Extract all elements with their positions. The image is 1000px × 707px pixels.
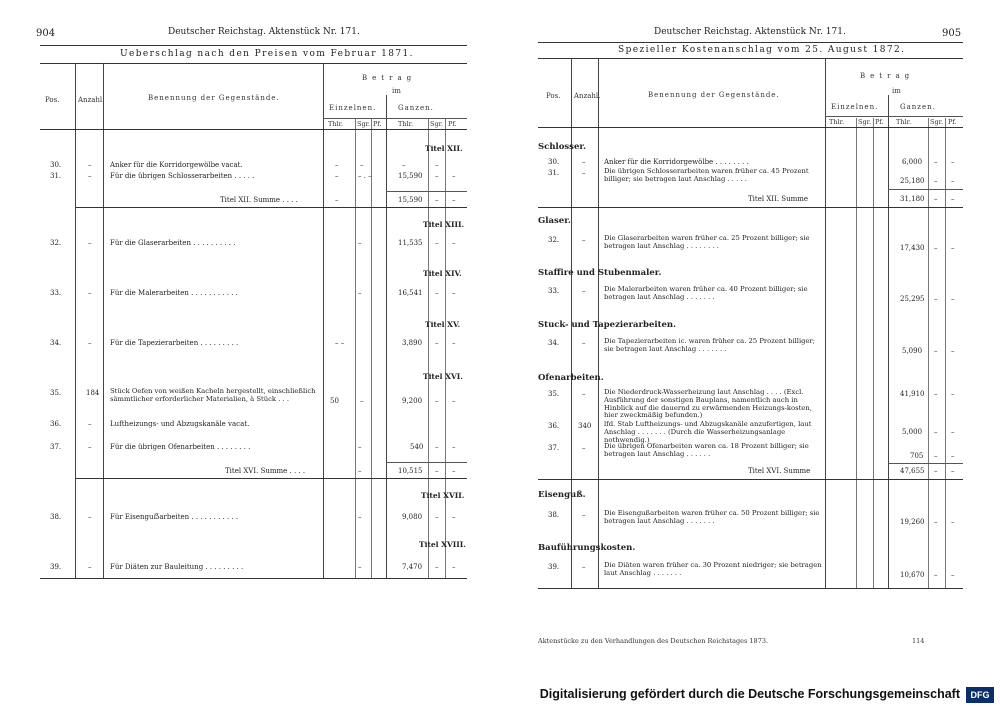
amount-ganzen: 705 — [910, 452, 924, 460]
col-rule — [856, 118, 857, 588]
amount-ganzen: – — [435, 172, 439, 180]
amount-ganzen: 5,000 — [902, 428, 923, 436]
col-rule — [386, 95, 387, 578]
pos-number: 30. — [50, 161, 62, 169]
titel-heading: Titel XVIII. — [419, 540, 466, 549]
amount-einzeln: 50 — [330, 397, 339, 405]
header-thlr: Thlr. — [328, 120, 344, 128]
header-betrag: Betrag — [362, 74, 417, 82]
sum-label: Titel XII. Summe — [748, 195, 809, 203]
pos-number: 36. — [548, 422, 560, 430]
quantity: – — [582, 169, 586, 177]
header-einzelnen: Einzelnen. — [831, 103, 879, 111]
rule — [825, 116, 963, 117]
amount-ganzen: 15,590 — [398, 196, 423, 204]
item-description: Für die Glaserarbeiten . . . . . . . . . . — [110, 239, 236, 247]
amount-ganzen: 10,515 — [398, 467, 423, 475]
col-rule — [873, 118, 874, 588]
quantity: 184 — [86, 389, 100, 397]
header-im: im — [392, 87, 401, 95]
amount-ganzen: – — [435, 161, 439, 169]
rule — [538, 58, 963, 59]
amount-ganzen: 25,180 — [900, 177, 925, 185]
titel-heading: Titel XVI. — [423, 372, 463, 381]
sum-label: Titel XII. Summe . . . . — [220, 196, 298, 204]
item-description: Für die Malerarbeiten . . . . . . . . . . . — [110, 289, 238, 297]
section-heading: Glaser. — [538, 216, 571, 226]
amount-ganzen: – — [435, 196, 439, 204]
titel-heading: Titel XII. — [425, 144, 463, 153]
amount-ganzen: 19,260 — [900, 518, 925, 526]
header-im: im — [892, 87, 901, 95]
amount-ganzen: 3,890 — [402, 339, 423, 347]
pos-number: 37. — [548, 444, 560, 452]
rule — [75, 478, 467, 479]
item-description: lfd. Stab Luftheizungs- und Abzugskanäle anzufertigen, laut Anschlag . . . . . . . (Durch die Wasserheizungsanlage nothwendig.) — [604, 420, 812, 444]
table-caption: Ueberschlag nach den Preisen vom Februar 1871. — [120, 49, 414, 59]
item-description: Die übrigen Schlosserarbeiten waren früher ca. 45 Prozent billiger; sie betragen laut Anschlag . . . . . — [604, 167, 809, 183]
quantity: – — [88, 563, 92, 571]
header-pf: Pf. — [948, 118, 957, 126]
section-heading: Schlosser. — [538, 142, 587, 152]
amount-einzeln: – – — [335, 339, 345, 347]
pos-number: 37. — [50, 443, 62, 451]
amount-ganzen: – — [435, 467, 439, 475]
section-heading: Stuck- und Tapezierarbeiten. — [538, 320, 677, 330]
section-heading: Ofenarbeiten. — [538, 373, 604, 383]
amount-ganzen: 5,090 — [902, 347, 923, 355]
amount-ganzen: – — [951, 177, 955, 185]
item-description: Für Diäten zur Bauleitung . . . . . . . . . — [110, 563, 244, 571]
quantity: – — [88, 443, 92, 451]
item-description: Die übrigen Ofenarbeiten waren ca. 18 Prozent billiger; sie betragen laut Anschlag . . . . . . — [604, 442, 809, 458]
item-description: Für Eisenguẞarbeiten . . . . . . . . . . . — [110, 513, 239, 521]
header-pf: Pf. — [373, 120, 382, 128]
item-description: Für die übrigen Ofenarbeiten . . . . . . . . — [110, 443, 251, 451]
amount-ganzen: – — [951, 244, 955, 252]
header-benennung: Benennung der Gegenstände. — [148, 94, 280, 102]
amount-ganzen: – — [934, 347, 938, 355]
amount-ganzen: 47,655 — [900, 467, 925, 475]
item-description: Stück Oefen von weißen Kacheln hergestellt, einschließlich sämmtlicher erforderlicher Materialien, à Stück . . . — [110, 387, 316, 403]
amount-ganzen: – — [435, 339, 439, 347]
amount-ganzen: – — [934, 452, 938, 460]
amount-ganzen: 25,295 — [900, 295, 925, 303]
quantity: – — [88, 339, 92, 347]
page-number: 904 — [36, 28, 56, 39]
amount-einzeln: – — [335, 161, 339, 169]
amount-ganzen: – — [951, 158, 955, 166]
sum-label: Titel XVI. Summe — [748, 467, 811, 475]
col-rule — [888, 95, 889, 588]
item-description: Anker für die Korridorgewölbe vacat. — [110, 161, 243, 169]
section-heading: Eisenguß. — [538, 490, 586, 500]
amount-ganzen: 41,910 — [900, 390, 925, 398]
header-betrag: Betrag — [860, 72, 915, 80]
pos-number: 33. — [548, 287, 560, 295]
pos-number: 35. — [50, 389, 62, 397]
header-einzelnen: Einzelnen. — [329, 104, 377, 112]
quantity: – — [582, 563, 586, 571]
pos-number: 34. — [50, 339, 62, 347]
digitization-banner — [0, 683, 1000, 707]
amount-ganzen: – — [934, 295, 938, 303]
amount-ganzen: – — [402, 161, 406, 169]
amount-ganzen: – — [951, 390, 955, 398]
pos-number: 33. — [50, 289, 62, 297]
table-caption: Spezieller Kostenanschlag vom 25. August 1872. — [618, 45, 906, 55]
item-description: Die Tapezierarbeiten ic. waren früher ca. 25 Prozent billiger; sie betragen laut Anschlag . . . . . . . — [604, 337, 816, 353]
amount-einzeln: – — [358, 513, 362, 521]
quantity: – — [582, 390, 586, 398]
amount-ganzen: 15,590 — [398, 172, 423, 180]
page-number: 905 — [942, 28, 962, 39]
amount-ganzen: – — [951, 452, 955, 460]
amount-einzeln: – — [335, 172, 339, 180]
running-head: Deutscher Reichstag. Aktenstück Nr. 171. — [168, 27, 360, 37]
dfg-logo: DFG — [966, 687, 994, 703]
item-description: Die Niederdruck-Wasserheizung laut Anschlag . . . . (Excl. Ausführung der sonstigen Bauplans, namentlich auch in Hinblick auf die dauernd zu erwärmenden Heizungs-kosten, hier zweckmäßig befunden.) — [604, 388, 812, 420]
rule — [40, 45, 467, 46]
amount-einzeln: – . – — [358, 172, 372, 180]
quantity: – — [88, 239, 92, 247]
pos-number: 39. — [548, 563, 560, 571]
amount-ganzen: 31,180 — [900, 195, 925, 203]
amount-ganzen: – — [951, 467, 955, 475]
amount-ganzen: – — [452, 172, 456, 180]
header-anzahl: Anzahl. — [574, 92, 601, 100]
rule — [75, 207, 467, 208]
titel-heading: Titel XIV. — [423, 269, 462, 278]
pos-number: 32. — [548, 236, 560, 244]
amount-ganzen: – — [934, 428, 938, 436]
header-thlr: Thlr. — [896, 118, 912, 126]
amount-ganzen: – — [934, 467, 938, 475]
amount-ganzen: – — [951, 295, 955, 303]
amount-ganzen: – — [435, 289, 439, 297]
item-description: Die Glaserarbeiten waren früher ca. 25 Prozent billiger; sie betragen laut Anschlag . . . . . . . . — [604, 234, 810, 250]
amount-ganzen: – — [951, 428, 955, 436]
amount-ganzen: 9,080 — [402, 513, 423, 521]
amount-ganzen: – — [934, 158, 938, 166]
amount-ganzen: – — [452, 513, 456, 521]
pos-number: 34. — [548, 339, 560, 347]
rule — [538, 42, 963, 43]
quantity: – — [582, 339, 586, 347]
quantity: – — [88, 289, 92, 297]
running-head: Deutscher Reichstag. Aktenstück Nr. 171. — [654, 27, 846, 37]
item-description: Luftheizungs- und Abzugskanäle vacat. — [110, 420, 250, 428]
header-benennung: Benennung der Gegenstände. — [648, 91, 780, 99]
col-rule — [825, 58, 826, 588]
pos-number: 30. — [548, 158, 560, 166]
right-page — [538, 0, 963, 680]
amount-ganzen: – — [452, 397, 456, 405]
header-pos: Pos. — [546, 92, 561, 100]
amount-ganzen: – — [452, 196, 456, 204]
quantity: – — [88, 513, 92, 521]
item-description: Die Diäten waren früher ca. 30 Prozent niedriger; sie betragen laut Anschlag . . . . . . . — [604, 561, 822, 577]
amount-ganzen: – — [452, 289, 456, 297]
quantity: – — [582, 511, 586, 519]
quantity: – — [88, 161, 92, 169]
quantity: – — [88, 420, 92, 428]
amount-ganzen: 540 — [410, 443, 424, 451]
amount-ganzen: – — [934, 195, 938, 203]
header-pf: Pf. — [875, 118, 884, 126]
rule — [538, 207, 963, 208]
rule — [538, 479, 963, 480]
titel-heading: Titel XIII. — [423, 220, 465, 229]
quantity: 340 — [578, 422, 592, 430]
amount-einzeln: – — [360, 397, 364, 405]
pos-number: 31. — [548, 169, 560, 177]
rule — [40, 578, 467, 579]
item-description: Für die Tapezierarbeiten . . . . . . . . . — [110, 339, 239, 347]
amount-ganzen: 7,470 — [402, 563, 423, 571]
titel-heading: Titel XVII. — [421, 491, 465, 500]
amount-ganzen: – — [452, 563, 456, 571]
sum-label: Titel XVI. Summe . . . . — [225, 467, 306, 475]
amount-ganzen: – — [934, 571, 938, 579]
rule — [323, 118, 467, 119]
rule — [40, 129, 467, 130]
amount-einzeln: – — [335, 196, 339, 204]
col-rule — [75, 63, 76, 578]
left-page — [30, 0, 467, 680]
header-thlr: Thlr. — [398, 120, 414, 128]
amount-ganzen: – — [435, 397, 439, 405]
header-pf: Pf. — [448, 120, 457, 128]
header-sgr: Sgr. — [430, 120, 444, 128]
pos-number: 38. — [50, 513, 62, 521]
amount-ganzen: – — [951, 195, 955, 203]
amount-ganzen: 11,535 — [398, 239, 423, 247]
header-thlr: Thlr. — [829, 118, 845, 126]
amount-ganzen: – — [435, 513, 439, 521]
quantity: – — [88, 172, 92, 180]
digitization-note: Digitalisierung gefördert durch die Deutsche Forschungsgemeinschaft — [539, 687, 960, 701]
section-heading: Bauführungskosten. — [538, 543, 636, 553]
rule — [40, 63, 467, 64]
section-heading: Staffire und Stubenmaler. — [538, 268, 662, 278]
amount-einzeln: – — [360, 161, 364, 169]
col-rule — [103, 63, 104, 578]
header-sgr: Sgr. — [858, 118, 872, 126]
col-rule — [445, 118, 446, 578]
item-description: Für die übrigen Schlosserarbeiten . . . . . — [110, 172, 255, 180]
rule — [386, 462, 467, 463]
amount-einzeln: – — [358, 443, 362, 451]
quantity: – — [582, 236, 586, 244]
header-anzahl: Anzahl. — [78, 96, 105, 104]
pos-number: 39. — [50, 563, 62, 571]
rule — [538, 127, 963, 128]
pos-number: 35. — [548, 390, 560, 398]
amount-ganzen: 10,670 — [900, 571, 925, 579]
col-rule — [428, 118, 429, 578]
amount-ganzen: – — [951, 347, 955, 355]
amount-ganzen: – — [452, 467, 456, 475]
quantity: – — [582, 158, 586, 166]
amount-ganzen: 6,000 — [902, 158, 923, 166]
amount-ganzen: – — [452, 443, 456, 451]
amount-ganzen: 16,541 — [398, 289, 423, 297]
rule — [888, 189, 963, 190]
col-rule — [355, 118, 356, 578]
amount-ganzen: 9,200 — [402, 397, 423, 405]
titel-heading: Titel XV. — [425, 320, 461, 329]
item-description: Anker für die Korridorgewölbe . . . . . . . . — [604, 158, 749, 166]
quantity: – — [582, 444, 586, 452]
amount-einzeln: – — [358, 467, 362, 475]
amount-ganzen: – — [934, 518, 938, 526]
col-rule — [323, 63, 324, 578]
pos-number: 38. — [548, 511, 560, 519]
amount-einzeln: – — [358, 563, 362, 571]
quantity: – — [582, 287, 586, 295]
item-description: Die Eisengußarbeiten waren früher ca. 50 Prozent billiger; sie betragen laut Anschlag . . . . . . . — [604, 509, 820, 525]
header-ganzen: Ganzen. — [900, 103, 936, 111]
amount-ganzen: – — [452, 239, 456, 247]
pos-number: 31. — [50, 172, 62, 180]
pos-number: 32. — [50, 239, 62, 247]
amount-ganzen: – — [951, 518, 955, 526]
amount-ganzen: – — [934, 177, 938, 185]
amount-ganzen: 17,430 — [900, 244, 925, 252]
item-description: Die Malerarbeiten waren früher ca. 40 Prozent billiger; sie betragen laut Anschlag . . . . . . . — [604, 285, 808, 301]
amount-ganzen: – — [435, 563, 439, 571]
header-sgr: Sgr. — [930, 118, 944, 126]
rule — [386, 191, 467, 192]
amount-ganzen: – — [435, 443, 439, 451]
amount-ganzen: – — [934, 244, 938, 252]
col-rule — [371, 118, 372, 578]
sheet-number: 114 — [912, 637, 925, 645]
rule — [888, 463, 963, 464]
rule — [538, 588, 963, 589]
header-pos: Pos. — [45, 96, 60, 104]
page-footer: Aktenstücke zu den Verhandlungen des Deutschen Reichstages 1873. — [538, 637, 769, 645]
pos-number: 36. — [50, 420, 62, 428]
header-sgr: Sgr. — [357, 120, 371, 128]
amount-ganzen: – — [934, 390, 938, 398]
amount-einzeln: – — [358, 289, 362, 297]
header-ganzen: Ganzen. — [398, 104, 434, 112]
amount-ganzen: – — [951, 571, 955, 579]
amount-ganzen: – — [452, 339, 456, 347]
amount-einzeln: – — [358, 239, 362, 247]
amount-ganzen: – — [435, 239, 439, 247]
